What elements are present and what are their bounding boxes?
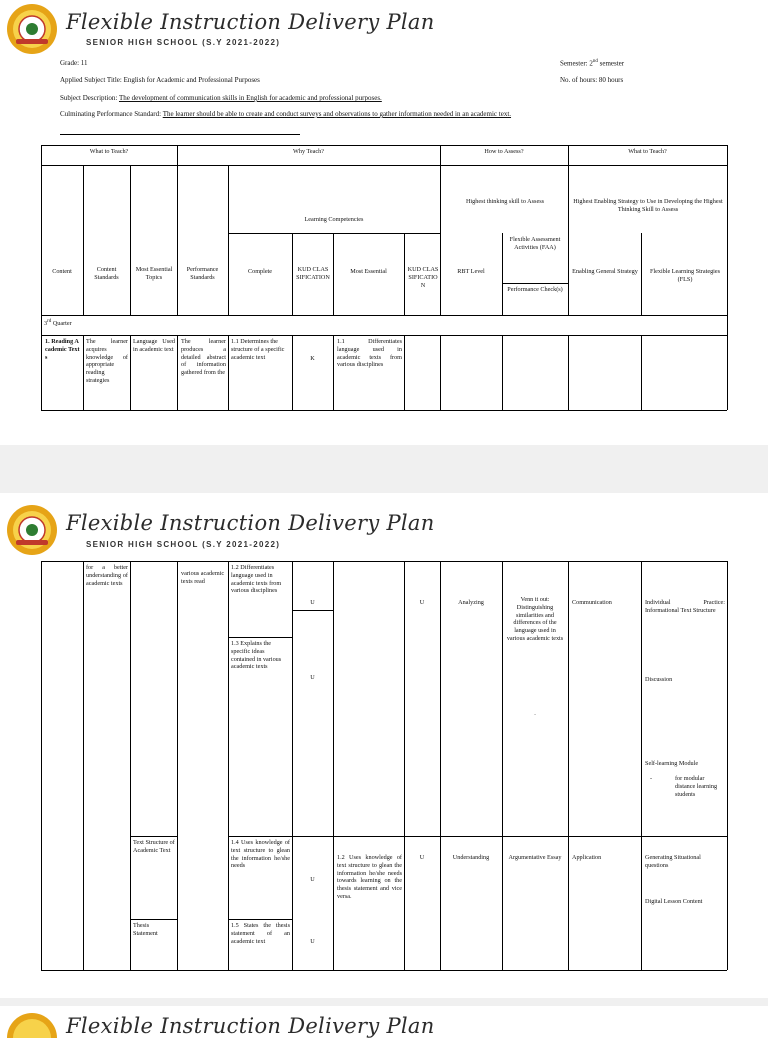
p2-content-standards-cont: for a better understanding of academic texts (86, 564, 128, 587)
p2-fls-situational: Generating Situational questions (645, 854, 701, 869)
header-kud-classification-2: KUD CLASSIFICATION (407, 266, 439, 289)
hours-label: No. of hours: 80 hours (560, 76, 624, 84)
row1-content: 1. Reading Academic Texts (45, 338, 80, 361)
p2-topic-text-structure: Text Structure of Academic Text (133, 839, 175, 854)
school-logo-icon (6, 1012, 58, 1024)
subject-description: Subject Description: The development of communication skills in English for academic and professional purposes. (60, 94, 382, 102)
p2-rbt-level: Analyzing (458, 599, 484, 606)
p2-faa: Venn it out: Distinguishing similarities and differences of the language used in various academic texts (506, 596, 564, 642)
row1-kud: K (310, 355, 315, 362)
p2-rbt-level-2: Understanding (452, 854, 490, 861)
header-learning-competencies: Learning Competencies (304, 216, 364, 223)
document-subtitle: SENIOR HIGH SCHOOL (S.Y 2021-2022) (86, 38, 281, 47)
document-title: Flexible Instruction Delivery Plan (66, 10, 435, 34)
row1-most-essential: 1.1 Differentiates language used in academic texts from various disciplines (337, 338, 402, 369)
header-what-to-teach: What to Teach? (89, 148, 129, 155)
p2-me-kud: U (419, 599, 425, 606)
row1-topics: Language Used in academic text (133, 338, 175, 353)
p2-fls-self-learning: Self-learning Module (645, 760, 699, 767)
header-faa: Flexible Assessment Activities (FAA) (509, 236, 561, 251)
header-complete: Complete (247, 268, 273, 275)
p2-faa-2: Argumentative Essay (508, 854, 562, 861)
header-enabling-general-strategy: Enabling General Strategy (572, 268, 638, 275)
p2-fls-self-learning-sub: for modular distance learning students (675, 775, 718, 798)
row1-performance: The learner produces a detailed abstract of information gathered from the (181, 338, 226, 376)
p2-performance-cont: various academic texts read (181, 570, 225, 585)
header-fls: Flexible Learning Strategies (FLS) (649, 268, 721, 283)
header-rbt-level: RBT Level (457, 268, 485, 275)
p2-topic-thesis: Thesis Statement (133, 922, 158, 937)
header-most-essential: Most Essential (350, 268, 387, 275)
row1-content-standards: The learner acquires knowledge of appropriate reading strategies (86, 338, 128, 384)
quarter-label: 3rd Quarter (44, 319, 72, 328)
p2-faa-dot: . (534, 710, 536, 717)
school-logo-icon (6, 504, 58, 556)
header-why-teach: Why Teach? (293, 148, 324, 155)
p2-fls-digital: Digital Lesson Content (645, 898, 703, 905)
header-kud-classification-1: KUD CLASSIFICATION (296, 266, 330, 281)
header-performance-standards: Performance Standards (186, 266, 219, 281)
p2-competency-1-3: 1.3 Explains the specific ideas contained in various academic texts (231, 640, 282, 671)
header-performance-check: Performance Check(s) (507, 286, 563, 293)
grade-label: Grade: 11 (60, 59, 88, 67)
p2-most-essential-1-2: 1.2 Uses knowledge of text structure to glean the information he/she needs towards learning on the thesis statement and vice versa. (337, 854, 402, 900)
p2-competency-1-4: 1.4 Uses knowledge of text structure to glean the information he/she needs (231, 839, 290, 870)
p2-competency-1-2: 1.2 Differentiates language used in academic texts from various disciplines (231, 564, 282, 595)
document-title: Flexible Instruction Delivery Plan (66, 511, 435, 535)
header-content-standards: Content Standards (94, 266, 119, 281)
header-highest-thinking: Highest thinking skill to Assess (465, 198, 545, 205)
school-logo-icon (6, 3, 58, 55)
p2-kud-1-3: U (310, 674, 315, 681)
header-how-to-assess: How to Assess? (484, 148, 524, 155)
document-subtitle: SENIOR HIGH SCHOOL (S.Y 2021-2022) (86, 540, 281, 549)
header-content: Content (52, 268, 72, 275)
header-what-to-teach-2: What to Teach? (628, 148, 667, 155)
p2-fls-individual-practice: Individual Practice: Informational Text Structure (645, 599, 725, 614)
culminating-standard: Culminating Performance Standard: The learner should be able to create and conduct surveys and observations to gather information needed in an academic text. (60, 110, 512, 118)
p2-fls-bullet: - (650, 775, 653, 782)
p2-kud-1-4: U (310, 876, 315, 883)
header-highest-enabling: Highest Enabling Strategy to Use in Developing the Highest Thinking Skill to Assess (573, 198, 723, 213)
p2-competency-1-5: 1.5 States the thesis statement of an academic text (231, 922, 290, 945)
p2-kud-1-2: U (310, 599, 315, 606)
row1-complete: 1.1 Determines the structure of a specific academic text (231, 338, 285, 361)
signature-line (60, 134, 300, 135)
semester-label: Semester: 2nd semester (560, 59, 625, 68)
header-most-essential-topics: Most Essential Topics (135, 266, 173, 281)
document-title: Flexible Instruction Delivery Plan (66, 1014, 435, 1038)
p2-me-kud-2: U (419, 854, 425, 861)
p2-strategy-2: Application (572, 854, 602, 861)
subject-title: Applied Subject Title: English for Academic and Professional Purposes (60, 76, 260, 84)
p2-fls-discussion: Discussion (645, 676, 673, 683)
p2-strategy: Communication (572, 599, 612, 606)
p2-kud-1-5: U (310, 938, 315, 945)
